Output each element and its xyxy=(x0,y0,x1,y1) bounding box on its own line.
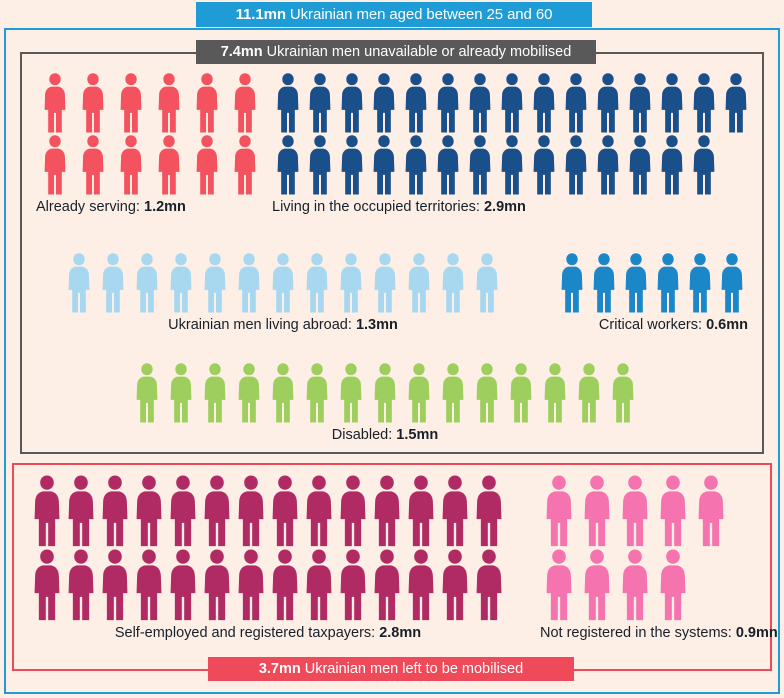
person-icon xyxy=(334,252,368,314)
group-already-serving xyxy=(36,72,264,215)
person-icon xyxy=(438,474,472,548)
person-icon xyxy=(540,548,578,622)
person-icon xyxy=(464,72,496,134)
person-icon xyxy=(226,134,264,196)
icon-row xyxy=(36,134,264,196)
person-icon xyxy=(560,134,592,196)
person-icon xyxy=(300,362,334,424)
person-icon xyxy=(130,252,164,314)
person-icon xyxy=(578,548,616,622)
person-icon xyxy=(302,474,336,548)
person-icon xyxy=(266,252,300,314)
person-icon xyxy=(198,362,232,424)
top-banner-text: Ukrainian men aged between 25 and 60 xyxy=(289,6,553,23)
caption-critical-workers: Critical workers: 0.6mn xyxy=(598,317,748,333)
person-icon xyxy=(166,474,200,548)
person-icon xyxy=(272,134,304,196)
person-icon xyxy=(188,72,226,134)
person-icon xyxy=(432,134,464,196)
person-icon xyxy=(496,134,528,196)
icon-row xyxy=(62,252,504,314)
person-icon xyxy=(62,252,96,314)
person-icon xyxy=(592,72,624,134)
person-icon xyxy=(616,474,654,548)
person-icon xyxy=(226,72,264,134)
icon-row xyxy=(540,548,778,622)
person-icon xyxy=(268,474,302,548)
person-icon xyxy=(74,134,112,196)
person-icon xyxy=(368,252,402,314)
person-icon xyxy=(304,134,336,196)
person-icon xyxy=(436,362,470,424)
person-icon xyxy=(300,252,334,314)
person-icon xyxy=(232,252,266,314)
icon-row xyxy=(36,72,264,134)
person-icon xyxy=(370,474,404,548)
caption-living-abroad: Ukrainian men living abroad: 1.3mn xyxy=(168,317,398,333)
person-icon xyxy=(400,72,432,134)
icon-grid-critical-workers xyxy=(556,252,748,314)
caption-occupied-territories: Living in the occupied territories: 2.9mn xyxy=(272,199,526,215)
person-icon xyxy=(432,72,464,134)
person-icon xyxy=(266,362,300,424)
person-icon xyxy=(688,134,720,196)
person-icon xyxy=(436,252,470,314)
person-icon xyxy=(368,134,400,196)
person-icon xyxy=(36,72,74,134)
person-icon xyxy=(234,548,268,622)
caption-disabled: Disabled: 1.5mn xyxy=(331,427,439,443)
person-icon xyxy=(198,252,232,314)
person-icon xyxy=(272,72,304,134)
person-icon xyxy=(472,474,506,548)
person-icon xyxy=(132,474,166,548)
person-icon xyxy=(98,548,132,622)
person-icon xyxy=(540,474,578,548)
icon-row xyxy=(272,72,752,134)
person-icon xyxy=(334,362,368,424)
person-icon xyxy=(620,252,652,314)
group-occupied-territories xyxy=(272,72,752,215)
person-icon xyxy=(400,134,432,196)
person-icon xyxy=(692,474,730,548)
person-icon xyxy=(504,362,538,424)
person-icon xyxy=(606,362,640,424)
person-icon xyxy=(304,72,336,134)
person-icon xyxy=(336,548,370,622)
person-icon xyxy=(336,474,370,548)
person-icon xyxy=(656,134,688,196)
person-icon xyxy=(588,252,620,314)
icon-row xyxy=(540,474,778,548)
person-icon xyxy=(654,474,692,548)
person-icon xyxy=(64,548,98,622)
person-icon xyxy=(538,362,572,424)
icon-grid-already-serving xyxy=(36,72,264,196)
icon-row xyxy=(272,134,752,196)
person-icon xyxy=(472,548,506,622)
person-icon xyxy=(30,548,64,622)
person-icon xyxy=(200,548,234,622)
person-icon xyxy=(234,474,268,548)
person-icon xyxy=(402,362,436,424)
person-icon xyxy=(200,474,234,548)
icon-row xyxy=(556,252,748,314)
person-icon xyxy=(166,548,200,622)
person-icon xyxy=(404,474,438,548)
icon-row xyxy=(130,362,640,424)
person-icon xyxy=(130,362,164,424)
group-living-abroad xyxy=(62,252,504,333)
person-icon xyxy=(656,72,688,134)
icon-grid-taxpayers xyxy=(30,474,506,622)
icon-grid-living-abroad xyxy=(62,252,504,314)
top-banner xyxy=(196,2,592,27)
person-icon xyxy=(402,252,436,314)
icon-row xyxy=(30,548,506,622)
group-disabled xyxy=(130,362,640,443)
person-icon xyxy=(164,362,198,424)
person-icon xyxy=(464,134,496,196)
icon-grid-disabled xyxy=(130,362,640,424)
person-icon xyxy=(624,134,656,196)
person-icon xyxy=(368,72,400,134)
person-icon xyxy=(556,252,588,314)
person-icon xyxy=(98,474,132,548)
mobilisable-banner-value: 3.7mn xyxy=(258,661,301,677)
person-icon xyxy=(368,362,402,424)
mobilisable-banner xyxy=(208,657,574,681)
caption-already-serving: Already serving: 1.2mn xyxy=(36,199,186,215)
person-icon xyxy=(64,474,98,548)
person-icon xyxy=(624,72,656,134)
person-icon xyxy=(268,548,302,622)
person-icon xyxy=(578,474,616,548)
person-icon xyxy=(74,72,112,134)
person-icon xyxy=(560,72,592,134)
person-icon xyxy=(96,252,130,314)
unavailable-banner-value: 7.4mn xyxy=(220,44,263,60)
icon-grid-occupied-territories xyxy=(272,72,752,196)
person-icon xyxy=(684,252,716,314)
caption-taxpayers: Self-employed and registered taxpayers: 2.8mn xyxy=(114,625,422,641)
person-icon xyxy=(404,548,438,622)
person-icon xyxy=(438,548,472,622)
person-icon xyxy=(470,362,504,424)
person-icon xyxy=(150,134,188,196)
person-icon xyxy=(336,72,368,134)
group-unregistered xyxy=(540,474,778,641)
person-icon xyxy=(112,134,150,196)
icon-grid-unregistered xyxy=(540,474,778,622)
person-icon xyxy=(370,548,404,622)
caption-unregistered: Not registered in the systems: 0.9mn xyxy=(540,625,778,641)
person-icon xyxy=(592,134,624,196)
person-icon xyxy=(470,252,504,314)
person-icon xyxy=(528,72,560,134)
person-icon xyxy=(232,362,266,424)
person-icon xyxy=(30,474,64,548)
unavailable-banner xyxy=(196,40,596,64)
person-icon xyxy=(132,548,166,622)
group-critical-workers xyxy=(556,252,748,333)
person-icon xyxy=(188,134,226,196)
person-icon xyxy=(572,362,606,424)
top-banner-value: 11.1mn xyxy=(235,6,286,23)
person-icon xyxy=(652,252,684,314)
person-icon xyxy=(688,72,720,134)
person-icon xyxy=(302,548,336,622)
mobilisable-banner-text: Ukrainian men left to be mobilised xyxy=(304,661,524,677)
person-icon xyxy=(336,134,368,196)
unavailable-banner-text: Ukrainian men unavailable or already mobilised xyxy=(266,44,572,60)
person-icon xyxy=(720,72,752,134)
person-icon xyxy=(528,134,560,196)
person-icon xyxy=(112,72,150,134)
person-icon xyxy=(616,548,654,622)
person-icon xyxy=(496,72,528,134)
person-icon xyxy=(716,252,748,314)
person-icon xyxy=(164,252,198,314)
person-icon xyxy=(150,72,188,134)
group-taxpayers xyxy=(30,474,506,641)
person-icon xyxy=(654,548,692,622)
icon-row xyxy=(30,474,506,548)
person-icon xyxy=(36,134,74,196)
